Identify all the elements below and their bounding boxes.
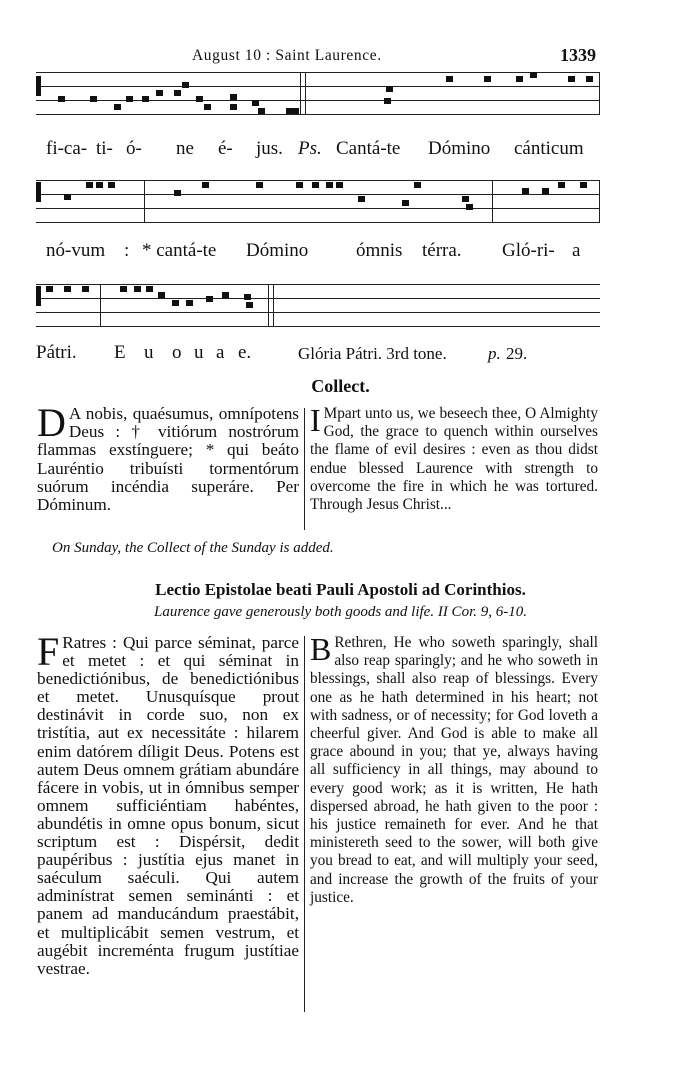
- running-header-title: August 10 : Saint Laurence.: [192, 47, 382, 64]
- lectio-heading: Lectio Epistolae beati Pauli Apostoli ad Corinthios.: [155, 580, 526, 599]
- column-divider: [304, 636, 305, 1012]
- clef-icon: [36, 182, 41, 202]
- chant-staff-1: [36, 72, 600, 118]
- collect-english-text: Mpart unto us, we beseech thee, O Almighty God, the grace to quench within ourselves the flame of evil desires : even as thou didst endue blessed Laurence with strength to overcome the fire in which he was tortured. Through Jesus Christ...: [310, 405, 598, 514]
- lectio-english-text: Rethren, He who soweth sparingly, shall also reap sparingly; and he who soweth in blessings, shall also reap of blessings. Every one as he hath determined in his heart; not with sadness, or of necessity; for God loveth a cheerful giver. And God is able to make all grace abound in you; that ye, always having all sufficiency in all things, may abound to every good work; as it is written, He hath dispersed abroad, he hath given to the poor : his justice remaineth for ever. And he that ministereth seed to the sower, will both give you bread to eat, and will multiply your seed, and increase the growth of the fruits of your justice.: [310, 634, 598, 906]
- collect-latin-text: A nobis, quaésumus, omnípotens Deus : † vitiórum nostrórum flammas exstínguere; * qui beáto Lauréntio tribuísti tormentórum suórum incéndia superáre. Per Dóminum.: [37, 404, 299, 515]
- collect-heading: Collect.: [311, 376, 370, 396]
- drop-cap: D: [37, 400, 66, 445]
- lyric-line-3: Pátri. E u o u a e. Glória Pátri. 3rd tone. p. 29.: [36, 342, 528, 363]
- collect-english: [310, 402, 598, 514]
- lectio-english: [310, 631, 598, 907]
- drop-cap: I: [310, 402, 321, 438]
- page-number: 1339: [560, 45, 596, 65]
- sunday-note: On Sunday, the Collect of the Sunday is added.: [52, 540, 334, 556]
- drop-cap: B: [310, 631, 332, 667]
- drop-cap: F: [37, 629, 60, 674]
- lectio-latin: [37, 629, 299, 978]
- chant-staff-3: [36, 284, 600, 330]
- lyric-line-1: fi-ca- ti- ó- ne é- jus. Ps. Cantá-te Dómino cánticum: [46, 138, 584, 159]
- clef-icon: [36, 286, 41, 306]
- column-divider: [304, 408, 305, 530]
- lectio-subheading: Laurence gave generously both goods and life. II Cor. 9, 6-10.: [153, 604, 527, 620]
- lectio-latin-text: Ratres : Qui parce séminat, parce et metet : et qui séminat in benedictiónibus, de benedictiónibus et metet. Unusquísque prout destinávit in corde suo, non ex tristítia, aut ex necessitáte : hilarem enim datórem díligit Deus. Potens est autem Deus omnem grátiam abundáre fácere in vobis, ut in ómnibus semper omnem sufficiéntiam habéntes, abundétis in omne opus bonum, sicut scriptum est : Dispérsit, dedit paupéribus : justítia ejus manet in saéculum saéculi. Qui autem adminístrat semen seminánti : et panem ad manducándum praestábit, et multiplicábit semen vestrum, et augébit increménta frugum justítiae vestrae.: [37, 633, 299, 978]
- clef-icon: [36, 76, 41, 96]
- collect-latin: [37, 400, 299, 515]
- chant-staff-2: [36, 180, 600, 226]
- lyric-line-2: nó-vum : * cantá-te Dómino ómnis térra. Gló-ri- a: [46, 240, 581, 261]
